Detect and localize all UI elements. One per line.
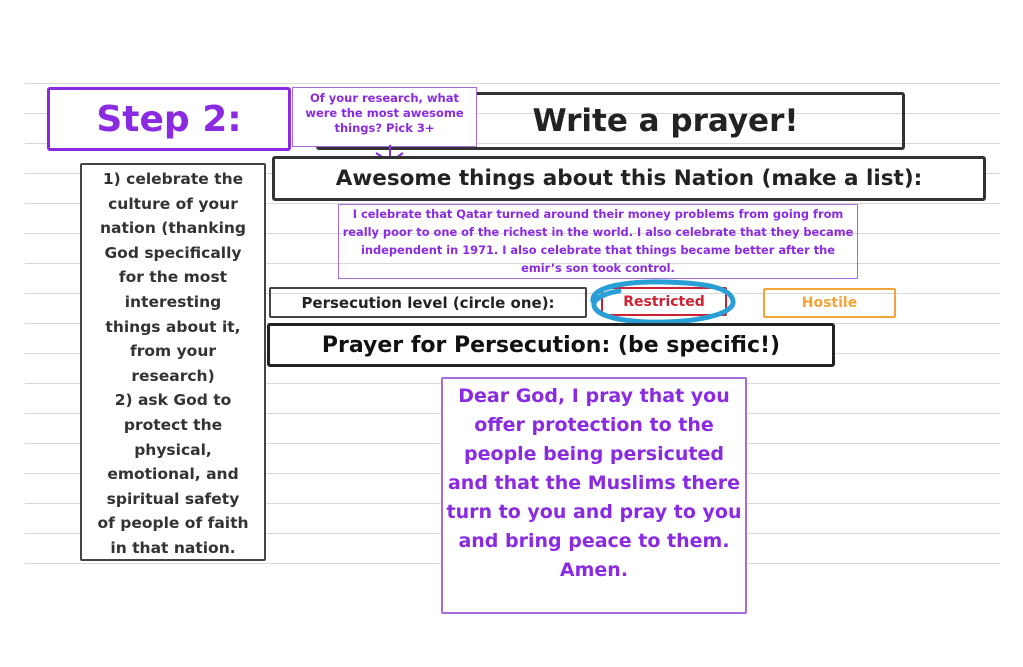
step-label: Step 2: [47, 87, 291, 151]
awesome-things-heading: Awesome things about this Nation (make a list): [272, 156, 986, 201]
instruction-line: for the most [118, 268, 228, 287]
instructions-text [82, 167, 264, 561]
instruction-line: from your [129, 342, 216, 361]
instructions-panel [80, 163, 266, 561]
instruction-line: in that nation. [110, 538, 236, 557]
instruction-line: spiritual safety [106, 489, 240, 508]
prayer-text-box[interactable]: Dear God, I pray that you offer protection to the people being persicuted and that the Muslims there turn to you and pray to you and bring peace to them. Amen. [441, 377, 747, 614]
instruction-line: interesting [124, 292, 222, 311]
page-title: Write a prayer! [316, 92, 905, 150]
option-hostile[interactable]: Hostile [763, 288, 896, 318]
instruction-line: 2) ask God to [114, 391, 232, 410]
prayer-heading: Prayer for Persecution: (be specific!) [267, 323, 835, 367]
instruction-line: emotional, and [107, 465, 239, 484]
instruction-line: research) [131, 366, 215, 385]
instruction-line: culture of your [108, 194, 238, 213]
persecution-level-label: Persecution level (circle one): [269, 287, 587, 318]
instruction-line: of people of faith [97, 514, 249, 533]
instruction-line: 1) celebrate the [102, 170, 244, 188]
option-restricted[interactable]: Restricted [601, 287, 727, 316]
instruction-line: physical, [134, 440, 212, 459]
awesome-things-answer[interactable]: I celebrate that Qatar turned around their money problems from going from really poor to one of the richest in the world. I also celebrate that they became independent in 1971. I also celebrate that things became better after the emir’s son took control. [338, 204, 858, 279]
instruction-line: protect the [123, 415, 223, 434]
instruction-line: God specifically [104, 243, 242, 262]
instruction-line: things about it, [105, 317, 241, 336]
research-prompt-note[interactable]: Of your research, what were the most awesome things? Pick 3+ [292, 87, 477, 147]
instruction-line: nation (thanking [99, 219, 247, 238]
